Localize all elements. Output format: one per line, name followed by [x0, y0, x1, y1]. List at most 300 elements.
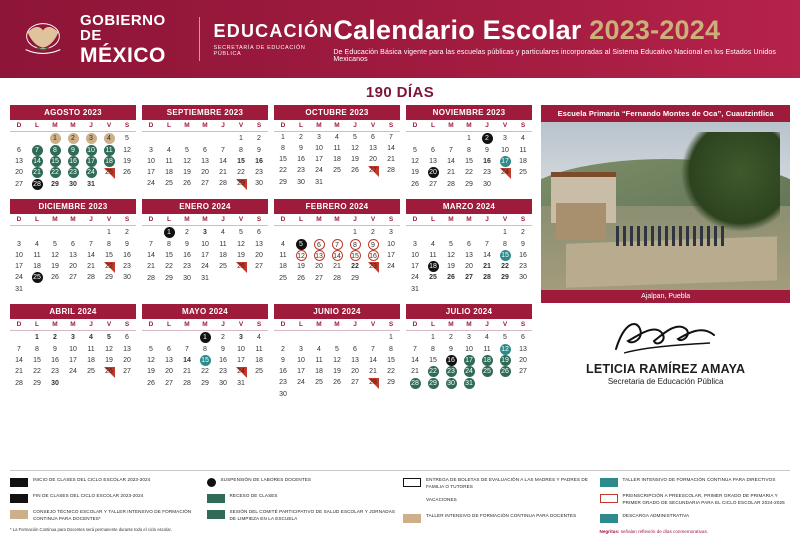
- day-number: 11: [219, 241, 227, 248]
- day-cell: [46, 145, 64, 156]
- day-cell: [346, 176, 364, 189]
- day-cell: [382, 226, 400, 240]
- day-cell: [442, 366, 460, 377]
- day-number: 23: [123, 263, 131, 270]
- day-cell: [28, 239, 46, 250]
- day-number: 8: [239, 147, 243, 154]
- day-number: 10: [501, 147, 509, 154]
- day-number: [254, 272, 265, 283]
- day-cell: [232, 250, 250, 261]
- day-number: [146, 132, 157, 143]
- day-number: 9: [257, 147, 261, 154]
- weekday-header: L: [292, 214, 310, 226]
- day-cell: [514, 366, 532, 377]
- day-cell: [424, 377, 442, 390]
- day-cell: [100, 331, 118, 345]
- day-cell: [382, 176, 400, 189]
- day-cell: [478, 377, 496, 390]
- day-cell: [274, 250, 292, 261]
- day-cell: [478, 366, 496, 377]
- day-number: 14: [332, 250, 343, 261]
- day-cell: [196, 250, 214, 261]
- day-cell: [406, 331, 424, 345]
- weekday-header: S: [382, 120, 400, 132]
- day-cell: [274, 377, 292, 388]
- day-number: 20: [519, 357, 527, 364]
- day-number: [164, 132, 175, 143]
- week-row: [10, 250, 136, 261]
- day-cell: [142, 344, 160, 355]
- day-number: 11: [165, 158, 173, 165]
- day-cell: [82, 156, 100, 167]
- day-cell: [178, 167, 196, 178]
- day-cell: [382, 250, 400, 261]
- week-row: [274, 366, 400, 377]
- day-number: 17: [147, 169, 155, 176]
- day-cell: [82, 250, 100, 261]
- month-table: [274, 319, 400, 401]
- day-number: 2: [521, 229, 525, 236]
- day-cell: [100, 366, 118, 377]
- day-cell: [382, 388, 400, 401]
- day-cell: [406, 239, 424, 250]
- day-number: 22: [501, 263, 509, 270]
- day-cell: [478, 156, 496, 167]
- day-cell: [250, 377, 268, 390]
- weekday-header: D: [10, 319, 28, 331]
- day-cell: [346, 272, 364, 285]
- day-cell: [460, 132, 478, 146]
- day-cell: [46, 239, 64, 250]
- month-table: [10, 214, 136, 296]
- day-cell: [250, 250, 268, 261]
- day-number: 3: [503, 135, 507, 142]
- day-number: 11: [315, 357, 323, 364]
- legend-item: [10, 493, 201, 503]
- day-cell: [514, 331, 532, 345]
- day-number: 24: [501, 169, 509, 176]
- day-number: [332, 331, 343, 342]
- day-number: 9: [281, 357, 285, 364]
- day-marker-triangle: [104, 261, 115, 272]
- day-number: [122, 178, 133, 189]
- day-cell: [100, 377, 118, 390]
- day-cell: [292, 388, 310, 401]
- day-number: 24: [411, 274, 419, 281]
- day-number: 23: [69, 169, 77, 176]
- day-number: 25: [87, 368, 95, 375]
- government-wordmark: [80, 13, 185, 66]
- day-number: [428, 283, 439, 294]
- week-row: [142, 178, 268, 189]
- day-number: [314, 226, 325, 237]
- weekday-header: S: [514, 120, 532, 132]
- day-cell: [196, 331, 214, 345]
- day-number: 19: [297, 263, 305, 270]
- day-cell: [274, 344, 292, 355]
- day-number: [482, 377, 493, 388]
- day-number: 5: [239, 229, 243, 236]
- day-cell: [496, 272, 514, 283]
- day-number: 31: [201, 275, 209, 282]
- day-cell: [442, 283, 460, 296]
- day-cell: [328, 239, 346, 250]
- day-number: 4: [104, 133, 115, 144]
- day-number: [368, 388, 379, 399]
- day-number: 2: [68, 133, 79, 144]
- day-number: 9: [221, 346, 225, 353]
- day-number: [32, 132, 43, 143]
- day-cell: [514, 178, 532, 191]
- day-number: [500, 283, 511, 294]
- day-number: 1: [389, 334, 393, 341]
- day-number: 10: [237, 346, 245, 353]
- day-number: 2: [257, 135, 261, 142]
- weekday-header: J: [478, 120, 496, 132]
- day-cell: [424, 283, 442, 296]
- day-cell: [442, 178, 460, 191]
- week-row: [274, 272, 400, 285]
- day-number: 9: [185, 241, 189, 248]
- day-marker-triangle: [368, 165, 379, 176]
- day-cell: [82, 226, 100, 240]
- day-number: 28: [87, 274, 95, 281]
- day-cell: [274, 331, 292, 345]
- day-cell: [82, 331, 100, 345]
- day-cell: [118, 355, 136, 366]
- month-5: [10, 199, 136, 296]
- legend-note-bold: Negritas:: [599, 529, 620, 535]
- day-number: 30: [279, 391, 287, 398]
- day-cell: [64, 344, 82, 355]
- day-cell: [46, 226, 64, 240]
- day-number: 1: [107, 229, 111, 236]
- day-cell: [364, 344, 382, 355]
- day-cell: [250, 178, 268, 189]
- day-number: 23: [51, 368, 59, 375]
- day-number: 28: [147, 275, 155, 282]
- day-cell: [142, 156, 160, 167]
- day-number: 14: [15, 357, 23, 364]
- day-cell: [274, 154, 292, 165]
- day-number: [296, 226, 307, 237]
- day-cell: [274, 355, 292, 366]
- day-number: 1: [200, 332, 211, 343]
- day-cell: [64, 355, 82, 366]
- day-cell: [214, 250, 232, 261]
- legend-color-swatch: [10, 494, 28, 503]
- week-row: [142, 366, 268, 377]
- day-number: 14: [369, 357, 377, 364]
- mexican-eagle-logo-icon: [14, 13, 72, 65]
- day-cell: [160, 272, 178, 285]
- day-cell: [178, 355, 196, 366]
- day-cell: [64, 167, 82, 178]
- day-number: 5: [353, 134, 357, 141]
- day-cell: [496, 283, 514, 296]
- week-row: [10, 145, 136, 156]
- day-number: 7: [221, 147, 225, 154]
- day-number: 30: [519, 274, 527, 281]
- day-number: [182, 132, 193, 143]
- day-number: [386, 272, 397, 283]
- day-number: 1: [35, 334, 39, 341]
- day-number: 18: [219, 252, 227, 259]
- gob-line-1: GOBIERNO DE: [80, 11, 166, 44]
- day-number: [254, 377, 265, 388]
- day-cell: [442, 250, 460, 261]
- weekday-header: V: [232, 120, 250, 132]
- day-number: 22: [165, 263, 173, 270]
- week-row: [10, 272, 136, 283]
- week-row: [10, 261, 136, 272]
- day-number: 21: [447, 169, 455, 176]
- day-cell: [514, 250, 532, 261]
- day-cell: [100, 272, 118, 283]
- day-cell: [310, 154, 328, 165]
- day-number: 16: [183, 252, 191, 259]
- day-number: 3: [239, 334, 243, 341]
- week-row: [274, 226, 400, 240]
- day-number: 24: [315, 167, 323, 174]
- day-cell: [310, 239, 328, 250]
- day-cell: [64, 226, 82, 240]
- day-number: [386, 388, 397, 399]
- day-number: [350, 388, 361, 399]
- month-11: [274, 304, 400, 401]
- day-cell: [160, 261, 178, 272]
- day-number: 23: [297, 167, 305, 174]
- day-cell: [310, 226, 328, 240]
- week-row: [10, 167, 136, 178]
- weekday-header: D: [10, 214, 28, 226]
- day-cell: [64, 261, 82, 272]
- day-cell: [64, 272, 82, 283]
- day-cell: [82, 344, 100, 355]
- weekday-header: M: [328, 120, 346, 132]
- week-row: [406, 261, 532, 272]
- title-years: 2023-2024: [589, 15, 721, 45]
- day-cell: [232, 178, 250, 189]
- day-cell: [28, 226, 46, 240]
- month-row-1: [10, 105, 535, 191]
- month-1: [10, 105, 136, 191]
- day-cell: [250, 132, 268, 146]
- day-number: [332, 388, 343, 399]
- day-cell: [382, 165, 400, 176]
- photo-tree: [681, 132, 780, 233]
- day-number: 4: [281, 241, 285, 248]
- week-row: [142, 250, 268, 261]
- weekday-header: M: [46, 120, 64, 132]
- day-number: 19: [447, 263, 455, 270]
- day-cell: [364, 176, 382, 189]
- day-cell: [142, 250, 160, 261]
- day-number: 7: [485, 241, 489, 248]
- day-cell: [460, 145, 478, 156]
- weekday-header: M: [442, 120, 460, 132]
- day-number: [368, 331, 379, 342]
- day-cell: [178, 344, 196, 355]
- day-number: 25: [105, 169, 113, 176]
- legend-label: INICIO DE CLASES DEL CICLO ESCOLAR 2023-2024: [33, 477, 151, 483]
- day-cell: [478, 132, 496, 146]
- day-number: 15: [350, 250, 361, 261]
- day-cell: [178, 250, 196, 261]
- day-cell: [118, 377, 136, 390]
- day-number: 7: [332, 239, 343, 250]
- day-number: 27: [165, 380, 173, 387]
- day-cell: [28, 261, 46, 272]
- day-cell: [406, 344, 424, 355]
- day-number: [218, 272, 229, 283]
- day-cell: [346, 377, 364, 388]
- day-number: 21: [483, 263, 491, 270]
- legend-item: [403, 497, 594, 507]
- day-number: 24: [387, 263, 395, 270]
- day-number: 29: [501, 274, 509, 281]
- week-row: [10, 156, 136, 167]
- day-cell: [478, 167, 496, 178]
- day-cell: [232, 167, 250, 178]
- weekday-header: V: [100, 319, 118, 331]
- day-cell: [118, 331, 136, 345]
- day-cell: [292, 226, 310, 240]
- day-cell: [514, 283, 532, 296]
- day-number: 9: [485, 147, 489, 154]
- day-number: 4: [35, 241, 39, 248]
- weekday-header: V: [364, 120, 382, 132]
- day-number: 19: [411, 169, 419, 176]
- day-number: 29: [237, 180, 245, 187]
- day-number: 11: [105, 147, 113, 154]
- day-cell: [382, 344, 400, 355]
- day-number: 26: [123, 169, 131, 176]
- day-cell: [424, 178, 442, 191]
- day-number: [464, 226, 475, 237]
- day-cell: [406, 377, 424, 390]
- day-cell: [250, 167, 268, 178]
- page-title: [333, 15, 780, 46]
- day-number: 10: [387, 241, 395, 248]
- day-number: 19: [351, 156, 359, 163]
- day-cell: [28, 145, 46, 156]
- day-cell: [382, 331, 400, 345]
- day-number: 20: [315, 263, 323, 270]
- week-row: [406, 366, 532, 377]
- day-cell: [364, 355, 382, 366]
- legend-item: [600, 493, 791, 507]
- day-number: 11: [483, 346, 491, 353]
- day-cell: [160, 156, 178, 167]
- day-cell: [214, 156, 232, 167]
- day-number: 16: [447, 357, 455, 364]
- month-table: [274, 214, 400, 285]
- day-number: 12: [123, 147, 131, 154]
- legend-color-swatch: [10, 510, 28, 519]
- day-number: 6: [371, 134, 375, 141]
- day-cell: [310, 366, 328, 377]
- day-number: 5: [503, 334, 507, 341]
- weekday-header: S: [118, 319, 136, 331]
- week-row: [406, 239, 532, 250]
- week-row: [142, 156, 268, 167]
- day-cell: [64, 377, 82, 390]
- week-row: [274, 176, 400, 189]
- day-number: 21: [183, 368, 191, 375]
- day-number: 19: [105, 357, 113, 364]
- day-number: 18: [87, 357, 95, 364]
- week-row: [406, 344, 532, 355]
- day-number: [482, 226, 493, 237]
- day-cell: [46, 167, 64, 178]
- day-number: 14: [411, 357, 419, 364]
- day-number: 26: [105, 368, 113, 375]
- weekday-header: V: [364, 214, 382, 226]
- month-title: OCTUBRE 2023: [274, 105, 400, 120]
- month-table: [406, 214, 532, 296]
- day-cell: [196, 344, 214, 355]
- day-cell: [274, 366, 292, 377]
- legend: [10, 470, 790, 536]
- week-row: [10, 344, 136, 355]
- week-row: [142, 226, 268, 240]
- day-cell: [214, 226, 232, 240]
- day-cell: [514, 226, 532, 240]
- weekday-header: V: [100, 120, 118, 132]
- week-row: [10, 226, 136, 240]
- day-cell: [292, 143, 310, 154]
- school-photo: [541, 122, 790, 290]
- legend-color-swatch: [600, 514, 618, 523]
- legend-label: PREINSCRIPCIÓN A PREESCOLAR, PRIMER GRADO DE PRIMARIA Y PRIMER GRADO DE SECUNDARIA PARA EL CICLO ESCOLAR 2024-2025: [622, 493, 785, 506]
- day-cell: [214, 272, 232, 285]
- day-number: [146, 226, 157, 237]
- day-number: 18: [333, 156, 341, 163]
- weekday-header: S: [382, 214, 400, 226]
- legend-item: [403, 513, 594, 523]
- day-number: 1: [431, 334, 435, 341]
- day-cell: [460, 344, 478, 355]
- day-cell: [100, 250, 118, 261]
- day-number: [278, 226, 289, 237]
- day-cell: [424, 226, 442, 240]
- weekday-header: L: [424, 120, 442, 132]
- day-cell: [118, 145, 136, 156]
- day-number: 30: [69, 181, 77, 188]
- day-number: 8: [281, 145, 285, 152]
- day-cell: [46, 344, 64, 355]
- week-row: [142, 344, 268, 355]
- week-row: [142, 355, 268, 366]
- day-cell: [328, 132, 346, 144]
- day-cell: [442, 377, 460, 390]
- day-cell: [478, 178, 496, 191]
- day-cell: [82, 178, 100, 191]
- day-number: [518, 283, 529, 294]
- day-cell: [274, 132, 292, 144]
- day-cell: [346, 388, 364, 401]
- day-cell: [214, 132, 232, 146]
- day-cell: [424, 145, 442, 156]
- day-number: 25: [519, 169, 527, 176]
- day-number: 31: [237, 380, 245, 387]
- day-cell: [478, 283, 496, 296]
- day-cell: [328, 250, 346, 261]
- weekday-header: V: [100, 214, 118, 226]
- day-number: 12: [296, 250, 307, 261]
- legend-footnote: * La Formación Continua para Docentes será permanente durante todo el ciclo escolar.: [10, 527, 172, 533]
